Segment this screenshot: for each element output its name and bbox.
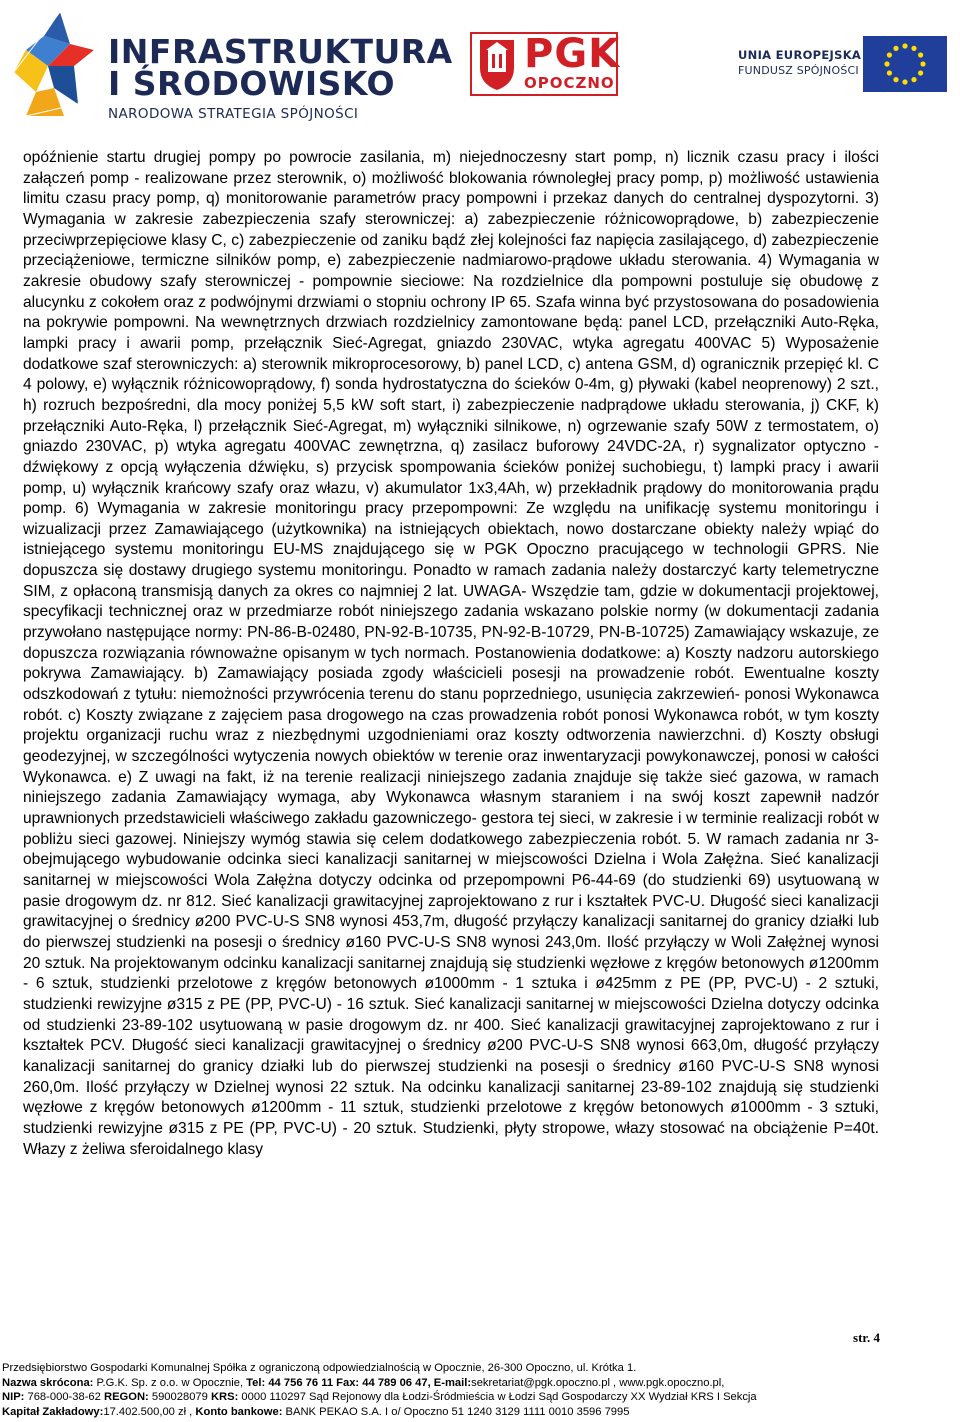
footer-nip-label: NIP: [2, 1391, 25, 1404]
footer-bank-label: Konto bankowe: [195, 1405, 283, 1418]
eu-wordmark [738, 48, 862, 77]
footer-contact-line [2, 1376, 958, 1391]
footer-nip: 768-000-38-62 [24, 1391, 104, 1404]
eu-title: UNIA EUROPEJSKA [738, 48, 862, 62]
footer-bank: BANK PEKAO S.A. I o/ Opoczno 51 1240 3129 1111 0010 3596 7995 [282, 1405, 630, 1418]
document-header [0, 0, 960, 128]
pgk-logo [470, 31, 621, 96]
infrastruktura-logo [8, 8, 453, 122]
pgk-wordmark [524, 31, 621, 92]
infrastruktura-star-logo-icon [8, 8, 98, 118]
footer-capital: 17.402.500,00 zł , [103, 1405, 196, 1418]
document-body-text: opóźnienie startu drugiej pompy po powrocie zasilania, m) niejednoczesny start pomp, n) licznik czasu pracy i ilości załączeń pomp - realizowane przez sterownik, o) możliwość blokowania równoległej pracy pomp, p) możliwość ustawienia limitu czasu pracy pomp, q) monitorowanie parametrów pracy pompowni i przekaz danych do centralnej dyspozytorni. 3) Wymagania w zakresie zabezpieczenia szafy sterowniczej: a) zabezpieczenie różnicowoprądowe, b) zabezpieczenie przeciwprzepięciowe klasy C, c) zabezpieczenie od zaniku bądź złej kolejności faz napięcia zasilającego, d) zabezpieczenie przeciążeniowe, termiczne silników pomp, e) zabezpieczenie nadmiarowo-prądowe układu sterowania. 4) Wymagania w zakresie obudowy szafy sterowniczej - pompownie sieciowe: Na rozdzielnice dla pompowni postuluje się obudowę z alucynku z cokołem oraz z podwójnymi drzwiami o stopniu ochrony IP 65. Szafa winna być przystosowana do posadowienia na pokrywie pompowni. Na wewnętrznych drzwiach rozdzielnicy zamontowane będą: panel LCD, przełączniki Auto-Ręka, lampki pracy i awarii pomp, przełącznik Sieć-Agregat, gniazdo 230VAC, wtyka agregatu 400VAC 5) Wyposażenie dodatkowe szaf sterowniczych: a) sterownik mikroprocesorowy, b) panel LCD, c) antena GSM, d) ogranicznik przepięć kl. C 4 polowy, e) wyłącznik różnicowoprądowy, f) sonda hydrostatyczna do ścieków 0-4m, g) pływaki (kabel neoprenowy) 2 szt., h) rozruch bezpośredni, dla mocy poniżej 5,5 kW soft start, i) zabezpieczenie nadprądowe układu sterowania, j) CKF, k) przełączniki Auto-Ręka, l) przełącznik Sieć-Agregat, m) wyłączniki silnikowe, n) ogrzewanie szafy 50W z termostatem, o) gniazdo 230VAC, p) wtyka agregatu 400VAC zewnętrzna, q) zasilacz buforowy 24VDC-2A, r) sygnalizator optyczno - dźwiękowy z opcją wyłączenia dźwięku, s) przycisk spompowania ścieków poniżej suchobiegu, t) lampki pracy i awarii pomp, u) wyłącznik krańcowy szafy oraz włazu, v) akumulator 1x3,4Ah, w) przekładnik prądowy do monitorowania prądu pomp. 6) Wymagania w zakresie monitoringu pracy przepompowni: Ze względu na unifikację systemu monitoringu i wizualizacji przez Zamawiającego (użytkownika) na istniejących obiektach, nowo dostarczane obiekty należy wpiąć do istniejącego systemu monitoringu EU-MS znajdującego się w PGK Opoczno pracującego w technologii GPRS. Nie dopuszcza się dostawy drugiego systemu monitoringu. Ponadto w ramach zadania należy dostarczyć karty telemetryczne SIM, z opłaconą transmisją danych za okres co najmniej 2 lat. UWAGA- Wszędzie tam, gdzie w dokumentacji projektowej, specyfikacji technicznej oraz w przedmiarze robót niniejszego zadania wskazano polskie normy (w dokumentacji zadania przywołano następujące normy: PN-86-B-02480, PN-92-B-10735, PN-92-B-10729, PN-B-10725) Zamawiający wskazuje, ze dopuszcza rozwiązania równoważne opisanym w tych normach. Postanowienia dodatkowe: a) Koszty nadzoru autorskiego pokrywa Zamawiający. b) Zamawiający posiada zgody właścicieli posesji na prowadzenie robót. Ewentualne koszty odszkodowań z tytułu: niemożności przywrócenia terenu do stanu poprzedniego, usunięcia zakrzewień- ponosi Wykonawca robót. c) Koszty związane z zajęciem pasa drogowego na czas prowadzenia robót ponosi Wykonawca robót, w tym koszty projektu organizacji ruchu wraz z niezbędnymi uzgodnieniami oraz koszty odtworzenia nawierzchni. d) Koszty obsługi geodezyjnej, w szczególności wytyczenia nowych obiektów w terenie oraz inwentaryzacji powykonawczej, ponosi w całości Wykonawca. e) Z uwagi na fakt, iż na terenie realizacji niniejszego zadania znajduje się także sieć gazowa, w ramach niniejszego zadania Zamawiający wymaga, aby Wykonawca własnym staraniem i na swój koszt zapewnił nadzór uprawnionych przedstawicieli właściwego zakładu gazowniczego- gestora tej sieci, w zakresie i w terminie realizacji robót w pobliżu sieci gazowej. Niniejszy wymóg stawia się celem dodatkowego zabezpieczenia robót. 5. W ramach zadania nr 3- obejmującego wybudowanie odcinka sieci kanalizacji sanitarnej w miejscowości Dzielna i Wola Załężna. Sieć kanalizacji sanitarnej w miejscowości Wola Załężna dotyczy odcinka od przepompowni P6-44-69 (do studzienki 69) usytuowaną w pasie drogowym dz. nr 812. Sieć kanalizacji grawitacyjnej zaprojektowano z rur i kształtek PVC-U. Długość sieci kanalizacji grawitacyjnej o średnicy ø200 PVC-U-S SN8 wynosi 453,7m, długość przyłączy kanalizacji sanitarnej do granicy działki lub do pierwszej studzienki na posesji o średnicy ø160 PVC-U-S SN8 wynosi 243,0m. Ilość przyłączy w Woli Załężnej wynosi 20 sztuk. Na projektowanym odcinku kanalizacji sanitarnej znajdują się studzienki węzłowe z kręgów betonowych ø1200mm - 6 sztuk, studzienki przelotowe z kręgów betonowych ø1000mm - 1 sztuka i ø425mm z PE (PP, PVC-U) - 2 sztuki, studzienki rewizyjne ø315 z PE (PP, PVC-U) - 16 sztuk. Sieć kanalizacji sanitarnej w miejscowości Dzielna dotyczy odcinka od studzienki 23-89-102 usytuowaną w pasie drogowym dz. nr 400. Sieć kanalizacji grawitacyjnej zaprojektowano z rur i kształtek PCV. Długość sieci kanalizacji grawitacyjnej o średnicy ø200 PVC-U-S SN8 wynosi 663,0m, długość przyłączy kanalizacji sanitarnej do granicy działki lub do pierwszej studzienki na posesji o średnicy ø160 PVC-U-S SN8 wynosi 260,0m. Ilość przyłączy w Dzielnej wynosi 22 sztuk. Na odcinku kanalizacji sanitarnej 23-89-102 znajdują się studzienki węzłowe z kręgów betonowych ø1200mm - 11 sztuk, studzienki przelotowe z kręgów betonowych ø1000mm - 3 sztuki, studzienki rewizyjne ø315 z PE (PP, PVC-U) - 20 sztuk. Studzienki, płyty stropowe, włazy stosować na obciążenie P=40t. Włazy z żeliwa sferoidalnego klasy [23, 149, 879, 1158]
footer-email-web: sekretariat@pgk.opoczno.pl , www.pgk.opoczno.pl, [471, 1376, 725, 1389]
footer-short-name-label: Nazwa skrócona: [2, 1376, 94, 1389]
footer-regon: 590028079 [148, 1391, 211, 1404]
footer-phone-fax: Tel: 44 756 76 11 Fax: 44 789 06 47, E-mail: [246, 1376, 472, 1389]
infra-title-line1: INFRASTRUKTURA [108, 32, 453, 71]
document-footer [2, 1361, 958, 1419]
footer-regon-label: REGON: [104, 1391, 149, 1404]
footer-capital-label: Kapitał Zakładowy: [2, 1405, 104, 1418]
pgk-title: PGK [524, 31, 621, 77]
pgk-subtitle: OPOCZNO [524, 74, 615, 92]
eu-flag-icon [863, 36, 947, 92]
page-number: str. 4 [853, 1330, 880, 1345]
footer-short-name: P.G.K. Sp. z o.o. w Opocznie, [93, 1376, 247, 1389]
footer-capital-line [2, 1405, 958, 1420]
footer-krs: 0000 110297 Sąd Rejonowy dla Łodzi-Śródmieścia w Łodzi Sąd Gospodarczy XX Wydział KRS I Sekcja [238, 1391, 757, 1404]
footer-company-line: Przedsiębiorstwo Gospodarki Komunalnej Spółka z ograniczoną odpowiedzialnością w Opocznie, 26-300 Opoczno, ul. Krótka 1. [2, 1362, 637, 1374]
infra-subtitle: NARODOWA STRATEGIA SPÓJNOŚCI [108, 106, 359, 122]
infra-title-line2: I ŚRODOWISKO [108, 64, 396, 103]
footer-registration-line [2, 1390, 958, 1405]
eu-subtitle: FUNDUSZ SPÓJNOŚCI [738, 64, 859, 77]
footer-krs-label: KRS: [210, 1391, 239, 1404]
eu-logo [738, 34, 950, 94]
infrastruktura-wordmark [108, 32, 453, 122]
